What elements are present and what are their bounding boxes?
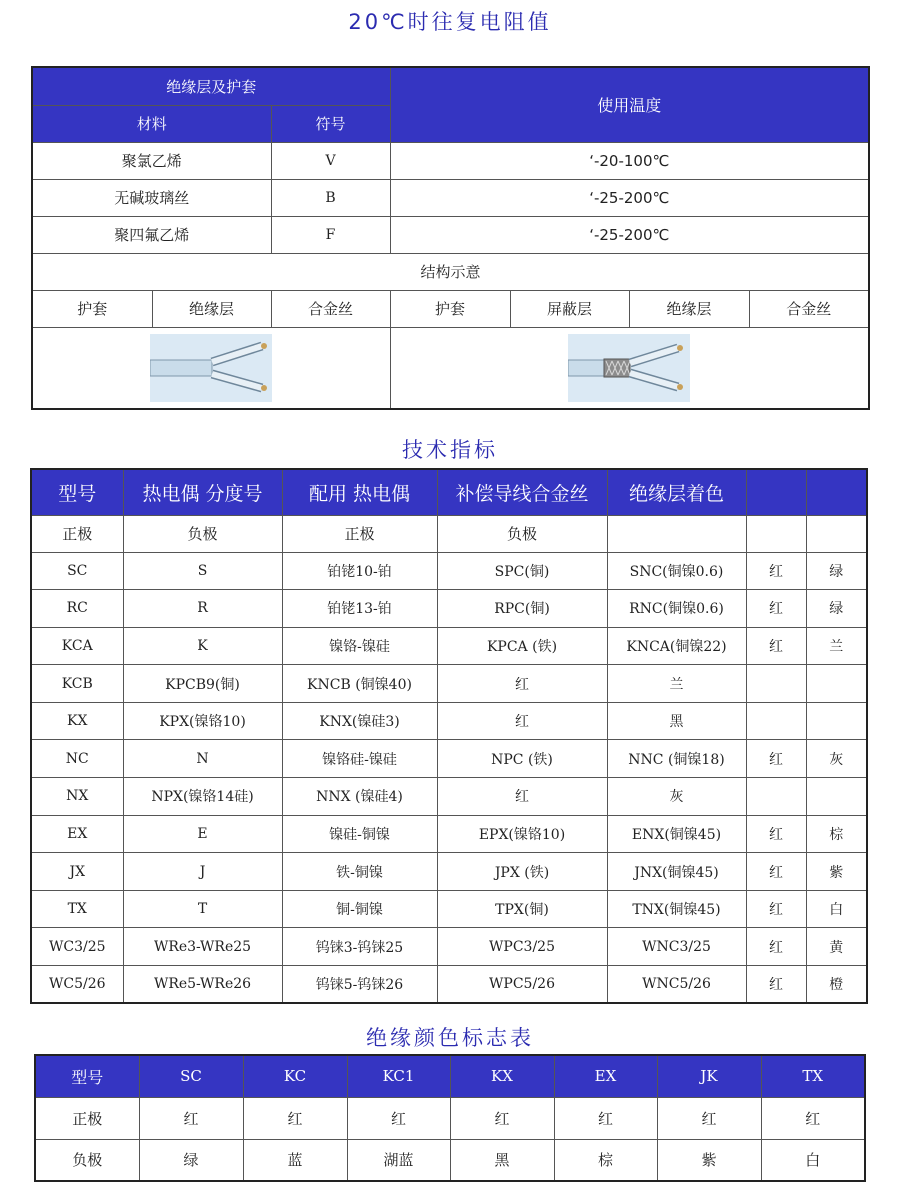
material-cell: 无碱玻璃丝 (32, 179, 271, 216)
spec-cell: 红 (746, 966, 806, 1004)
spec-row (31, 665, 867, 703)
spec-cell: 红 (437, 665, 607, 703)
color-header: KC1 (347, 1055, 450, 1097)
plain-cable-diagram-cell (32, 327, 390, 409)
symbol-cell: B (271, 179, 390, 216)
spec-cell: 红 (437, 778, 607, 816)
material-header: 材料 (32, 105, 271, 142)
spec-row (31, 702, 867, 740)
color-cell: 棕 (554, 1139, 657, 1181)
shielded-cable-diagram-cell (390, 327, 869, 409)
spec-row (31, 740, 867, 778)
spec-cell: JNX(铜镍45) (607, 853, 746, 891)
spec-subheader (607, 515, 746, 552)
spec-cell: 灰 (806, 740, 867, 778)
spec-cell: 镍铬-镍硅 (282, 627, 437, 665)
spec-cell: K (123, 627, 282, 665)
spec-cell: KNX(镍硅3) (282, 702, 437, 740)
spec-cell: NNC (铜镍18) (607, 740, 746, 778)
color-cell: 正极 (35, 1097, 139, 1139)
spec-cell: 红 (746, 853, 806, 891)
spec-header: 配用 热电偶 (282, 469, 437, 515)
spec-cell: NPX(镍铬14硅) (123, 778, 282, 816)
spec-subheader (746, 515, 806, 552)
spec-cell: 铂铑10-铂 (282, 552, 437, 590)
spec-header (746, 469, 806, 515)
color-header: 型号 (35, 1055, 139, 1097)
spec-cell: 黑 (607, 702, 746, 740)
spec-cell (746, 665, 806, 703)
spec-subheader: 负极 (437, 515, 607, 552)
spec-cell: NC (31, 740, 123, 778)
spec-subheader: 正极 (282, 515, 437, 552)
spec-cell: 绿 (806, 552, 867, 590)
spec-cell (806, 665, 867, 703)
spec-cell: WPC5/26 (437, 966, 607, 1004)
spec-cell: NNX (镍硅4) (282, 778, 437, 816)
spec-cell: N (123, 740, 282, 778)
spec-cell: SNC(铜镍0.6) (607, 552, 746, 590)
plain-cable-image (150, 334, 272, 402)
symbol-header: 符号 (271, 105, 390, 142)
spec-header: 绝缘层着色 (607, 469, 746, 515)
color-cell: 黑 (450, 1139, 554, 1181)
spec-row (31, 853, 867, 891)
color-row-negative (35, 1139, 865, 1181)
symbol-cell: V (271, 142, 390, 179)
spec-cell: WC3/25 (31, 928, 123, 966)
spec-cell: SC (31, 552, 123, 590)
material-cell: 聚四氟乙烯 (32, 216, 271, 253)
color-header: TX (761, 1055, 865, 1097)
part-label: 绝缘层 (152, 290, 271, 327)
color-header: EX (554, 1055, 657, 1097)
spec-cell: TPX(铜) (437, 890, 607, 928)
color-header: SC (139, 1055, 243, 1097)
part-label: 屏蔽层 (510, 290, 629, 327)
insulation-table (31, 66, 870, 410)
spec-cell (806, 778, 867, 816)
spec-cell: 红 (746, 552, 806, 590)
material-cell: 聚氯乙烯 (32, 142, 271, 179)
spec-cell: E (123, 815, 282, 853)
spec-subheader: 负极 (123, 515, 282, 552)
color-cell: 红 (450, 1097, 554, 1139)
spec-cell: NX (31, 778, 123, 816)
spec-cell: 橙 (806, 966, 867, 1004)
tech-spec-table (30, 468, 868, 1004)
spec-cell: KX (31, 702, 123, 740)
spec-cell: RNC(铜镍0.6) (607, 590, 746, 628)
spec-body (31, 552, 867, 1003)
spec-cell: WRe5-WRe26 (123, 966, 282, 1004)
spec-cell: J (123, 853, 282, 891)
color-cell: 负极 (35, 1139, 139, 1181)
color-cell: 红 (761, 1097, 865, 1139)
spec-cell (746, 702, 806, 740)
color-header: KC (243, 1055, 347, 1097)
spec-cell: ENX(铜镍45) (607, 815, 746, 853)
color-code-table (34, 1054, 866, 1182)
spec-cell (746, 778, 806, 816)
spec-header: 补偿导线合金丝 (437, 469, 607, 515)
spec-cell: 兰 (806, 627, 867, 665)
color-cell: 白 (761, 1139, 865, 1181)
spec-row (31, 778, 867, 816)
spec-cell: 黄 (806, 928, 867, 966)
color-cell: 红 (657, 1097, 761, 1139)
color-cell: 红 (243, 1097, 347, 1139)
spec-cell: 棕 (806, 815, 867, 853)
spec-row (31, 815, 867, 853)
spec-cell: WNC5/26 (607, 966, 746, 1004)
spec-cell: WPC3/25 (437, 928, 607, 966)
spec-subheader: 正极 (31, 515, 123, 552)
spec-header: 热电偶 分度号 (123, 469, 282, 515)
spec-cell: NPC (铁) (437, 740, 607, 778)
temp-cell: ‘-25-200℃ (390, 179, 869, 216)
spec-cell: 铂铑13-铂 (282, 590, 437, 628)
spec-row (31, 928, 867, 966)
spec-cell: 绿 (806, 590, 867, 628)
spec-row (31, 966, 867, 1004)
spec-cell: 兰 (607, 665, 746, 703)
spec-cell: 镍铬硅-镍硅 (282, 740, 437, 778)
spec-row (31, 552, 867, 590)
spec-cell: 红 (437, 702, 607, 740)
temp-header: 使用温度 (390, 67, 869, 142)
color-cell: 紫 (657, 1139, 761, 1181)
tech-title: 技术指标 (402, 438, 498, 462)
spec-cell: KCA (31, 627, 123, 665)
temp-cell: ‘-25-200℃ (390, 216, 869, 253)
spec-cell (806, 702, 867, 740)
color-header: JK (657, 1055, 761, 1097)
spec-cell: KPCA (铁) (437, 627, 607, 665)
spec-cell: 红 (746, 627, 806, 665)
color-header: KX (450, 1055, 554, 1097)
resistance-title: 20℃时往复电阻值 (348, 10, 552, 34)
spec-row (31, 590, 867, 628)
color-header-row (35, 1055, 865, 1097)
spec-cell: WC5/26 (31, 966, 123, 1004)
spec-cell: KPCB9(铜) (123, 665, 282, 703)
spec-cell: KPX(镍铬10) (123, 702, 282, 740)
spec-cell: SPC(铜) (437, 552, 607, 590)
spec-cell: 灰 (607, 778, 746, 816)
structure-title: 结构示意 (32, 253, 869, 290)
spec-cell: 红 (746, 890, 806, 928)
spec-cell: 白 (806, 890, 867, 928)
spec-cell: S (123, 552, 282, 590)
spec-cell: 铁-铜镍 (282, 853, 437, 891)
spec-cell: T (123, 890, 282, 928)
spec-subheader-row (31, 515, 867, 552)
spec-cell: RC (31, 590, 123, 628)
symbol-cell: F (271, 216, 390, 253)
spec-cell: 红 (746, 590, 806, 628)
spec-cell: WNC3/25 (607, 928, 746, 966)
color-cell: 蓝 (243, 1139, 347, 1181)
part-label: 合金丝 (271, 290, 390, 327)
spec-cell: TX (31, 890, 123, 928)
spec-cell: KCB (31, 665, 123, 703)
part-label: 合金丝 (749, 290, 869, 327)
color-title: 绝缘颜色标志表 (366, 1026, 534, 1050)
temp-cell: ‘-20-100℃ (390, 142, 869, 179)
group-header: 绝缘层及护套 (32, 67, 390, 105)
spec-row (31, 627, 867, 665)
spec-cell: 紫 (806, 853, 867, 891)
spec-cell: 钨铼5-钨铼26 (282, 966, 437, 1004)
spec-cell: WRe3-WRe25 (123, 928, 282, 966)
spec-cell: R (123, 590, 282, 628)
spec-cell: 镍硅-铜镍 (282, 815, 437, 853)
spec-cell: TNX(铜镍45) (607, 890, 746, 928)
shielded-cable-image (568, 334, 690, 402)
spec-cell: EX (31, 815, 123, 853)
part-label: 护套 (390, 290, 510, 327)
spec-row (31, 890, 867, 928)
spec-cell: 红 (746, 815, 806, 853)
color-row-positive (35, 1097, 865, 1139)
spec-header (806, 469, 867, 515)
spec-subheader (806, 515, 867, 552)
color-cell: 红 (554, 1097, 657, 1139)
color-cell: 红 (347, 1097, 450, 1139)
spec-cell: 钨铼3-钨铼25 (282, 928, 437, 966)
spec-cell: 铜-铜镍 (282, 890, 437, 928)
spec-cell: RPC(铜) (437, 590, 607, 628)
spec-cell: 红 (746, 740, 806, 778)
spec-cell: EPX(镍铬10) (437, 815, 607, 853)
spec-cell: JPX (铁) (437, 853, 607, 891)
spec-header-row (31, 469, 867, 515)
spec-cell: 红 (746, 928, 806, 966)
part-label: 护套 (32, 290, 152, 327)
spec-header: 型号 (31, 469, 123, 515)
color-cell: 绿 (139, 1139, 243, 1181)
part-label: 绝缘层 (629, 290, 749, 327)
spec-cell: KNCB (铜镍40) (282, 665, 437, 703)
color-cell: 红 (139, 1097, 243, 1139)
spec-cell: JX (31, 853, 123, 891)
spec-cell: KNCA(铜镍22) (607, 627, 746, 665)
color-cell: 湖蓝 (347, 1139, 450, 1181)
